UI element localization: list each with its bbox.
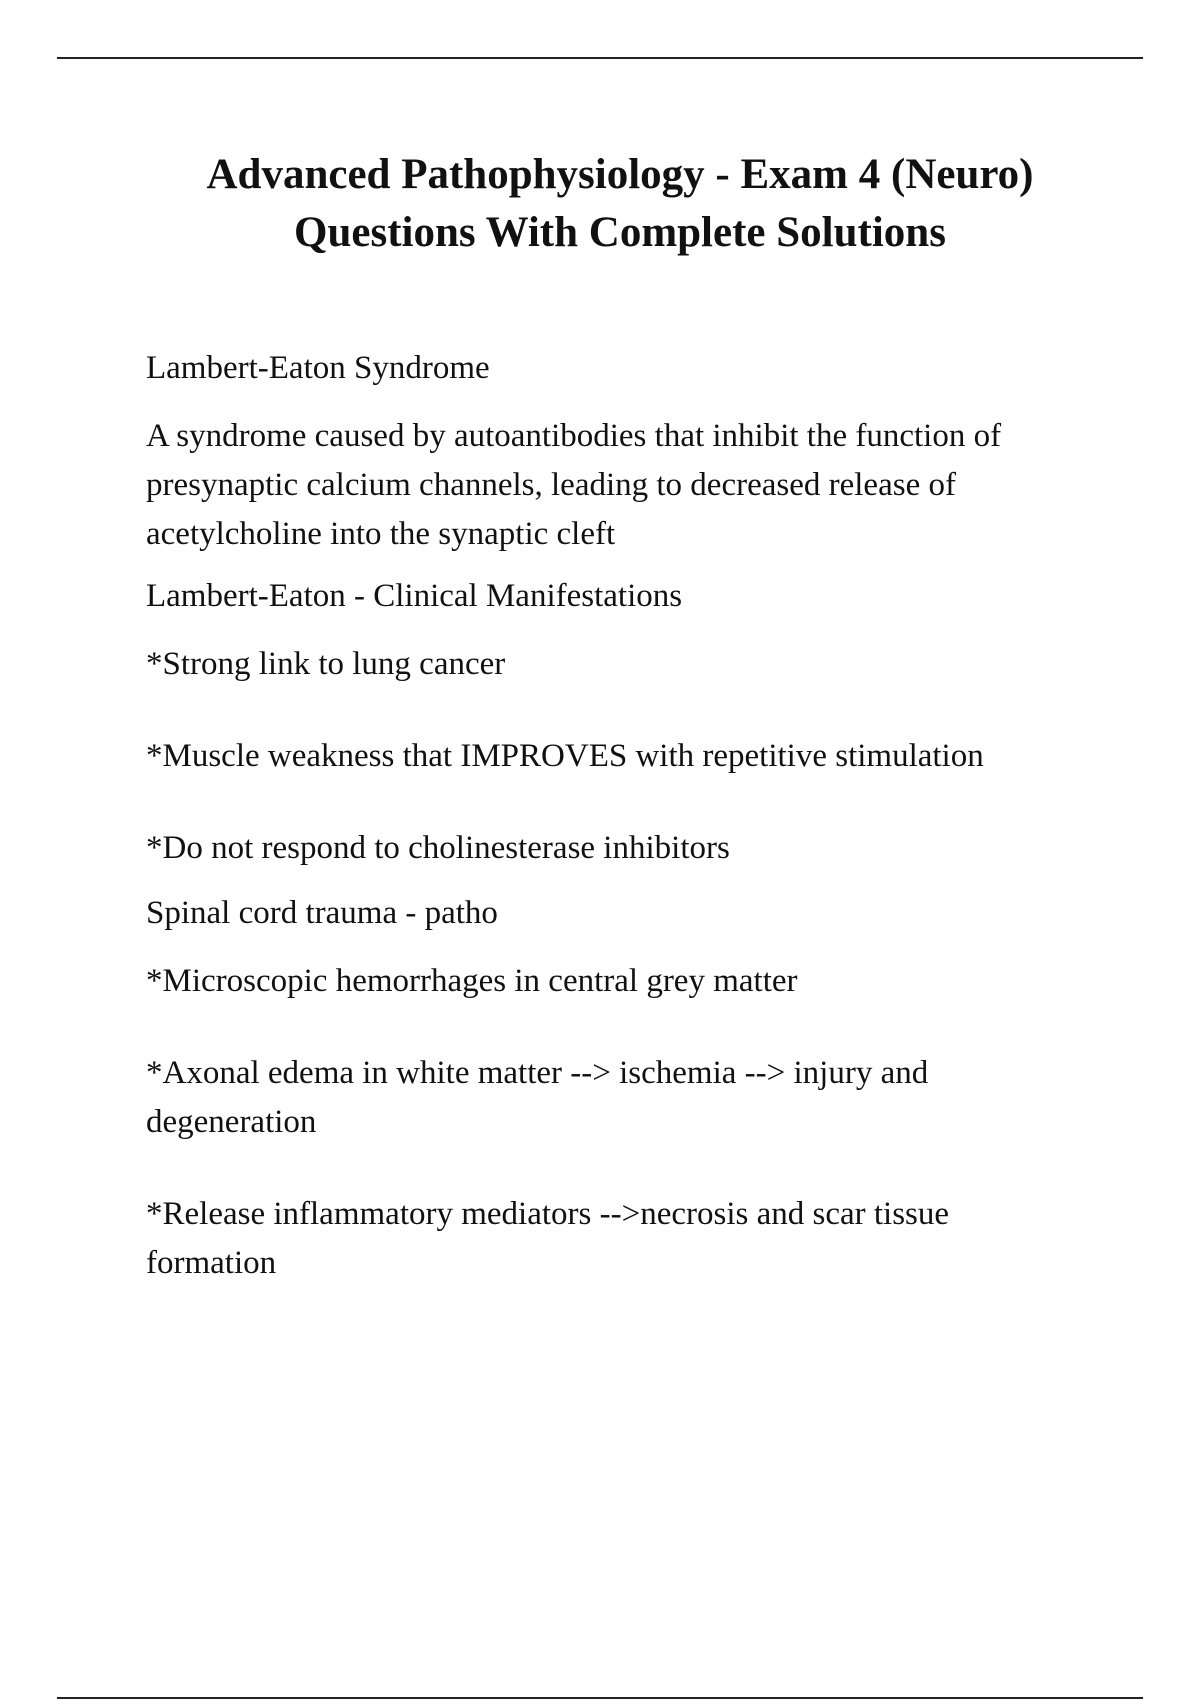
document-title <box>60 146 1180 262</box>
question-lambert-eaton-syndrome: Lambert-Eaton Syndrome <box>146 350 490 386</box>
answer-line-muscle-weakness: *Muscle weakness that IMPROVES with repetitive stimulation <box>146 738 984 774</box>
answer-line-hemorrhages: *Microscopic hemorrhages in central grey matter <box>146 963 798 999</box>
title-line-2: Questions With Complete Solutions <box>294 209 946 256</box>
document-body <box>146 344 1106 1288</box>
top-divider <box>57 57 1143 59</box>
answer-lambert-eaton-syndrome: A syndrome caused by autoantibodies that inhibit the function of presynaptic calcium channels, leading to decreased release of acetylcholine into the synaptic cleft <box>146 418 1002 552</box>
bottom-divider <box>57 1697 1143 1699</box>
question-spinal-cord-trauma: Spinal cord trauma - patho <box>146 895 498 931</box>
answer-line-lung-cancer: *Strong link to lung cancer <box>146 646 506 682</box>
question-lambert-eaton-manifestations: Lambert-Eaton - Clinical Manifestations <box>146 578 683 614</box>
answer-line-cholinesterase: *Do not respond to cholinesterase inhibitors <box>146 830 730 866</box>
answer-line-inflammatory-mediators: *Release inflammatory mediators -->necrosis and scar tissue formation <box>146 1196 950 1281</box>
title-line-1: Advanced Pathophysiology - Exam 4 (Neuro) <box>206 151 1034 198</box>
answer-line-axonal-edema: *Axonal edema in white matter --> ischemia --> injury and degeneration <box>146 1055 929 1140</box>
